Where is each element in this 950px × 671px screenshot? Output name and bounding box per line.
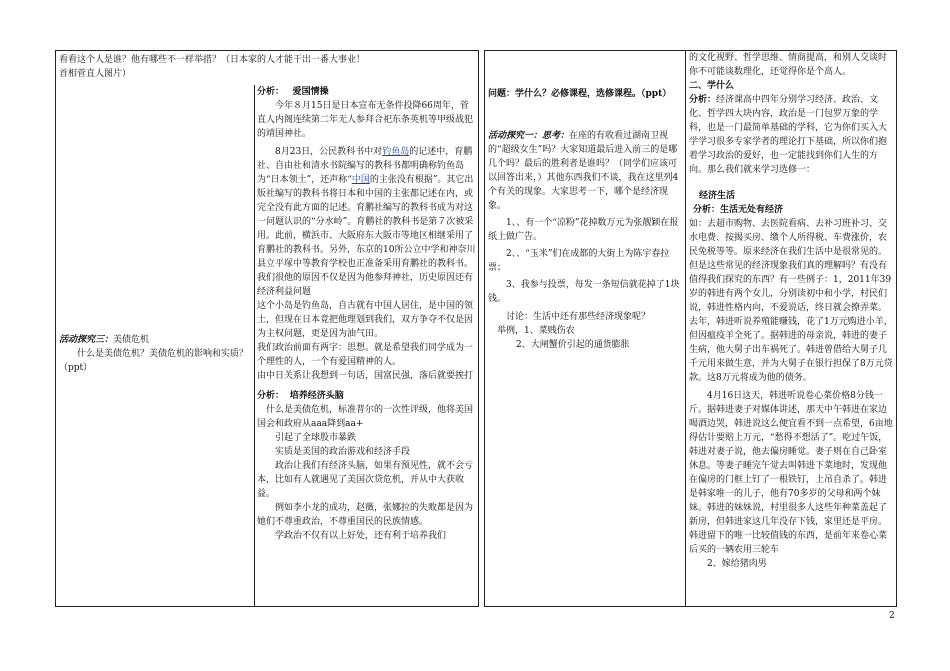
analysis-title-2: 培养经济头脑 bbox=[289, 391, 344, 401]
second-example: 2、嫁给猪肉男 bbox=[707, 559, 767, 569]
paragraph-11: 例如李小龙的成功，赵薇，张娜拉的失败都是因为她们不尊重政治，不尊重国民的民族情感。 bbox=[257, 503, 474, 527]
question-what-to-learn bbox=[488, 87, 683, 101]
curriculum-analysis bbox=[689, 93, 894, 177]
economy-everywhere-heading bbox=[689, 203, 894, 217]
analysis-heading-2 bbox=[257, 389, 476, 403]
paragraph-2a: 8月23日，公民教科书中对 bbox=[275, 147, 383, 157]
right-table bbox=[484, 50, 897, 607]
paragraph-1: 今年８月15日是日本宣布无条件投降66周年，菅直人内阁连续第二年无人参拜合祀东条英机等甲级战犯的靖国神社。 bbox=[257, 101, 474, 139]
right-divider bbox=[685, 51, 686, 606]
diaoyu-island-link[interactable]: 钓鱼岛 bbox=[382, 147, 410, 157]
example-1: 举例，1、菜贱伤农 bbox=[497, 326, 575, 336]
discussion: 讨论：生活中还有那些经济现象呢？ bbox=[506, 312, 651, 322]
culture-text: 的文化视野、哲学思维、情商提高，和别人交谈时你不可能谈数理化，还觉得你是个高人。 bbox=[689, 53, 888, 77]
left-col-analysis bbox=[257, 85, 476, 606]
paragraph-2b: 的记述中，育鹏社、自由社和清水书院编写的教科书都明确称钓鱼岛为“日本领土”，还声称“ bbox=[257, 147, 473, 185]
paragraph-12: 学政治不仅有以上好处，还有利于培养我们 bbox=[275, 531, 447, 541]
paragraph-10: 政治让我们有经济头脑，如果有预见性，就不会亏本，比如有人就遇见了美国次贷危机，并从中大获收益。 bbox=[257, 461, 474, 499]
example-2: 2、大闸蟹价引起的通货膨胀 bbox=[516, 340, 630, 350]
phenomenon-3: 3、我参与投票，每发一条短信就花掉了1块钱。 bbox=[488, 280, 680, 304]
paragraph-8: 引起了全球股市暴跌 bbox=[275, 433, 357, 443]
right-col-activity bbox=[488, 51, 683, 606]
left-col-activity bbox=[59, 85, 252, 606]
left-divider bbox=[254, 85, 255, 606]
activity-title: 美债危机 bbox=[113, 335, 150, 345]
economy-examples: 如：去超市购物、去医院看病、去补习班补习、交水电费、按揭买房、缴个人所得税、车费涨价，农民免税等等。原来经济在我们生活中是很常见的。但是这些常见的经济现象我们真的理解吗？有没有值得我们探究的东西？有一些例子：1，2011年39岁的韩进有两个女儿，分别读初中和小学，村民们说，韩进性格内向，不爱说话，终日就会撩弄菜。去年，韩进听说养殖能赚钱，花了1万元购进小羊，但因瘟疫羊全死了。据韩进的母亲说，韩进的妻子生病，他大舅子出车祸死了。韩进曾借给大舅子几千元用来做生意，并为大舅子在银行担保了8万元贷款。这8万元将成为他的债务。 bbox=[689, 219, 893, 383]
top-row-line2: 首相菅直人图片） bbox=[59, 69, 132, 79]
activity-label: 活动探究三： bbox=[59, 335, 114, 345]
economy-title: 生活无处有经济 bbox=[720, 205, 784, 215]
section-what-to-learn: 二、学什么 bbox=[689, 81, 735, 91]
left-top-row bbox=[59, 53, 477, 85]
activity-one-label: 活动探究一：思考： bbox=[488, 131, 570, 141]
paragraph-9: 实质是美国的政治游戏和经济手段 bbox=[275, 447, 411, 457]
analysis-title-1: 爱国情操 bbox=[292, 87, 329, 97]
phenomenon-2: 2、、“玉米”们在成都的大街上为陈宇春拉票； bbox=[488, 249, 670, 273]
china-link[interactable]: 中国 bbox=[351, 175, 370, 185]
paragraph-2c: 的主张没有根据”。其它出版社编写的教科书将日本和中国的主张都记述在内，或完全没有此方面的记述。育鹏社编写的教科书成为对这一问题认识的“分水岭”。育鹏社的教科书是第７次被采用。此前，横浜市、大阪府东大阪市等地区相继采用了育鹏社的教科书。另外，东京的10所公立中学和神奈川县立平塚中等教育学校也正准备采用育鹏社的教科书。 bbox=[257, 175, 476, 269]
curriculum-label: 分析： bbox=[689, 95, 717, 105]
paragraph-6: 由中日关系让我想到一句话，国富民强，落后就要挨打 bbox=[257, 371, 474, 381]
analysis-label-2: 分析： bbox=[257, 391, 285, 401]
left-table bbox=[55, 50, 479, 607]
paragraph-2 bbox=[257, 145, 476, 271]
curriculum-text: 经济课高中四年分别学习经济、政治、文化、哲学四大块内容，政治是一门包罗万象的学科，也是一门最简单基础的学科，它为你们买入大学学习很多专家学者的理论打下基础，所以你们抱着学习政治的爱好，也一定能找到你们人生的方向。那么我们就来学习选修一： bbox=[689, 95, 888, 175]
paragraph-5: 我们政治前面有两字：思想。就是希望我们同学成为一个理性的人，一个有爱国精神的人。 bbox=[257, 343, 474, 367]
cabbage-story: 4月16日这天，韩进听说卷心菜价格8分钱一斤。据韩进妻子对媒体讲述，那天中午韩进在家边喝酒边哭，韩进说这么便宜看不到一点希望，6亩地得估计要赔上万元，“愁得不想活了”。吃过午饭，韩进对妻子说，他去偏房睡觉。妻子则在自己卧室休息。等妻子睡完午觉去叫韩进下菜地时，发现他在偏房的门框上钉了一根铁钉，上吊自杀了。韩进是韩家唯一的儿子，他有70多岁的父母和两个妹妹。韩进的妹妹说，村里很多人这些年种菜盖起了新房，但韩进家这几年没存下钱，家里还是平房。韩进留下的唯一比较值钱的东西，是前年来卷心菜后买的一辆农用三轮车 bbox=[689, 391, 893, 555]
paragraph-4: 这个小岛是钓鱼岛，自古就有中国人居住，是中国的领土，但现在日本竟把他理划到我们，双方争夺不仅是因为主权问题，更是因为油气田。 bbox=[257, 301, 474, 339]
phenomenon-1: 1、、有一个“凉粉”花掉数万元为张靓颖在报纸上做广告。 bbox=[488, 218, 679, 242]
paragraph-3: 我们很他的原因不仅是因为他参拜神社，历史原因还有经济利益问题 bbox=[257, 273, 474, 297]
economic-life-heading: 经济生活 bbox=[699, 191, 736, 201]
analysis-label-1: 分析： bbox=[257, 87, 285, 97]
analysis-heading-1 bbox=[257, 85, 476, 99]
activity-heading bbox=[59, 333, 252, 347]
activity-question: 什么是美债危机？美债危机的影响和实质？（ppt） bbox=[59, 349, 249, 373]
right-col-analysis bbox=[689, 51, 894, 606]
activity-one bbox=[488, 129, 683, 213]
page-number: 2 bbox=[889, 611, 895, 621]
paragraph-7: 什么是美债危机，标准普尔的一次性评级，他将美国国会和政府从aaa降到aa+ bbox=[257, 405, 474, 429]
top-row-line1: 看看这个人是谁？他有哪些不一样举措？（日本家的人才能干出一番大事业！ bbox=[59, 55, 366, 65]
economy-label: 分析： bbox=[693, 205, 721, 215]
activity-one-text: 在座的有收看过湖南卫视的“超级女生”吗？大家知道最后进入前三的是哪几个吗？最后的胜利者是谁吗？（同学们应该可以回答出来，）其他东西我们不谈，我在这里列4个有关的现象。大家思考一下，哪个是经济现象。 bbox=[488, 131, 679, 211]
question-text: 问题：学什么？必修课程，选修课程。（ppt） bbox=[488, 89, 672, 99]
